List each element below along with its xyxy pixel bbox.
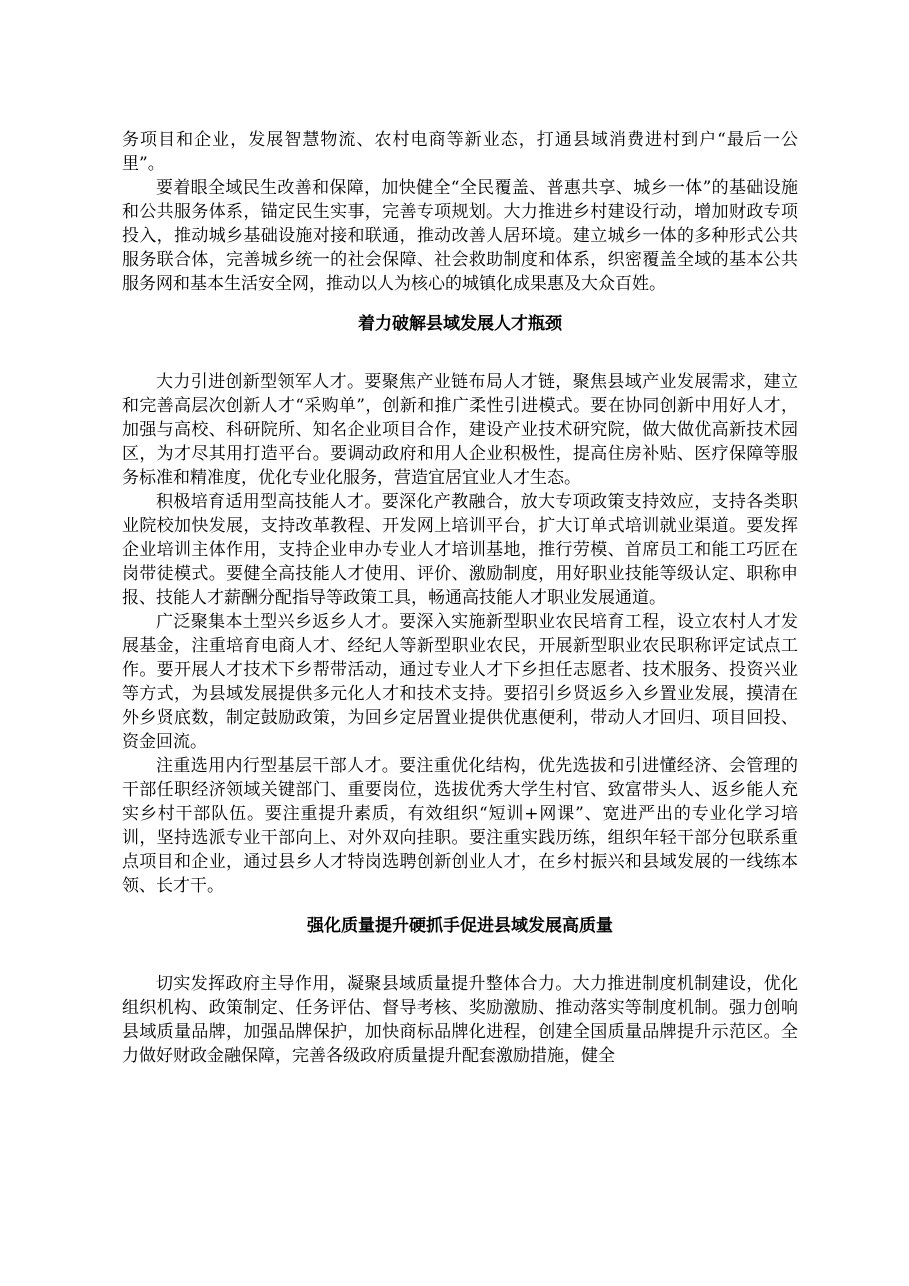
intro-paragraph-2: 要着眼全域民生改善和保障，加快健全“全民覆盖、普惠共享、城乡一体”的基础设施和公共服务体系，锚定民生实事，完善专项规划。大力推进乡村建设行动，增加财政专项投入，推动城乡基础设施对接和联通，推动改善人居环境。建立城乡一体的多种形式公共服务联合体，完善城乡统一的社会保障、社会救助制度和体系，织密覆盖全域的基本公共服务网和基本生活安全网，推动以人为核心的城镇化成果惠及大众百姓。 xyxy=(122,178,798,294)
document-page xyxy=(122,128,798,1068)
section1-paragraph-1: 大力引进创新型领军人才。要聚焦产业链布局人才链，聚焦县域产业发展需求，建立和完善高层次创新人才“采购单”，创新和推广柔性引进模式。要在协同创新中用好人才，加强与高校、科研院所、知名企业项目合作，建设产业技术研究院，做大做优高新技术园区，为才尽其用打造平台。要调动政府和用人企业积极性，提高住房补贴、医疗保障等服务标准和精准度，优化专业化服务，营造宜居宜业人才生态。 xyxy=(122,372,798,488)
section-heading-quality: 强化质量提升硬抓手促进县域发展高质量 xyxy=(307,916,613,936)
section-heading-talent: 着力破解县域发展人才瓶颈 xyxy=(358,314,562,334)
section1-paragraph-3: 广泛聚集本土型兴乡返乡人才。要深入实施新型职业农民培育工程，设立农村人才发展基金，注重培育电商人才、经纪人等新型职业农民，开展新型职业农民职称评定试点工作。要开展人才技术下乡帮带活动，通过专业人才下乡担任志愿者、技术服务、投资兴业等方式，为县域发展提供多元化人才和技术支持。要招引乡贤返乡入乡置业发展，摸清在外乡贤底数，制定鼓励政策，为回乡定居置业提供优惠便利，带动人才回归、项目回投、资金回流。 xyxy=(122,612,798,752)
intro-paragraph-1: 务项目和企业，发展智慧物流、农村电商等新业态，打通县域消费进村到户“最后一公里”。 xyxy=(122,130,798,174)
section1-paragraph-2: 积极培育适用型高技能人才。要深化产教融合，放大专项政策支持效应，支持各类职业院校加快发展，支持改革教程、开发网上培训平台，扩大订单式培训就业渠道。要发挥企业培训主体作用，支持企业申办专业人才培训基地，推行劳模、首席员工和能工巧匠在岗带徒模式。要健全高技能人才使用、评价、激励制度，用好职业技能等级认定、职称申报、技能人才薪酬分配指导等政策工具，畅通高技能人才职业发展通道。 xyxy=(122,492,798,608)
section2-paragraph-1: 切实发挥政府主导作用，凝聚县域质量提升整体合力。大力推进制度机制建设，优化组织机构、政策制定、任务评估、督导考核、奖励激励、推动落实等制度机制。强力创响县域质量品牌，加强品牌保护，加快商标品牌化进程，创建全国质量品牌提升示范区。全力做好财政金融保障，完善各级政府质量提升配套激励措施，健全 xyxy=(122,974,798,1066)
section1-paragraph-4: 注重选用内行型基层干部人才。要注重优化结构，优先选拔和引进懂经济、会管理的干部任职经济领域关键部门、重要岗位，选拔优秀大学生村官、致富带头人、返乡能人充实乡村干部队伍。要注重提升素质，有效组织“短训+网课”、宽进严出的专业化学习培训，坚持选派专业干部向上、对外双向挂职。要注重实践历练，组织年轻干部分包联系重点项目和企业，通过县乡人才特岗选聘创新创业人才，在乡村振兴和县域发展的一线练本领、长才干。 xyxy=(122,756,798,896)
